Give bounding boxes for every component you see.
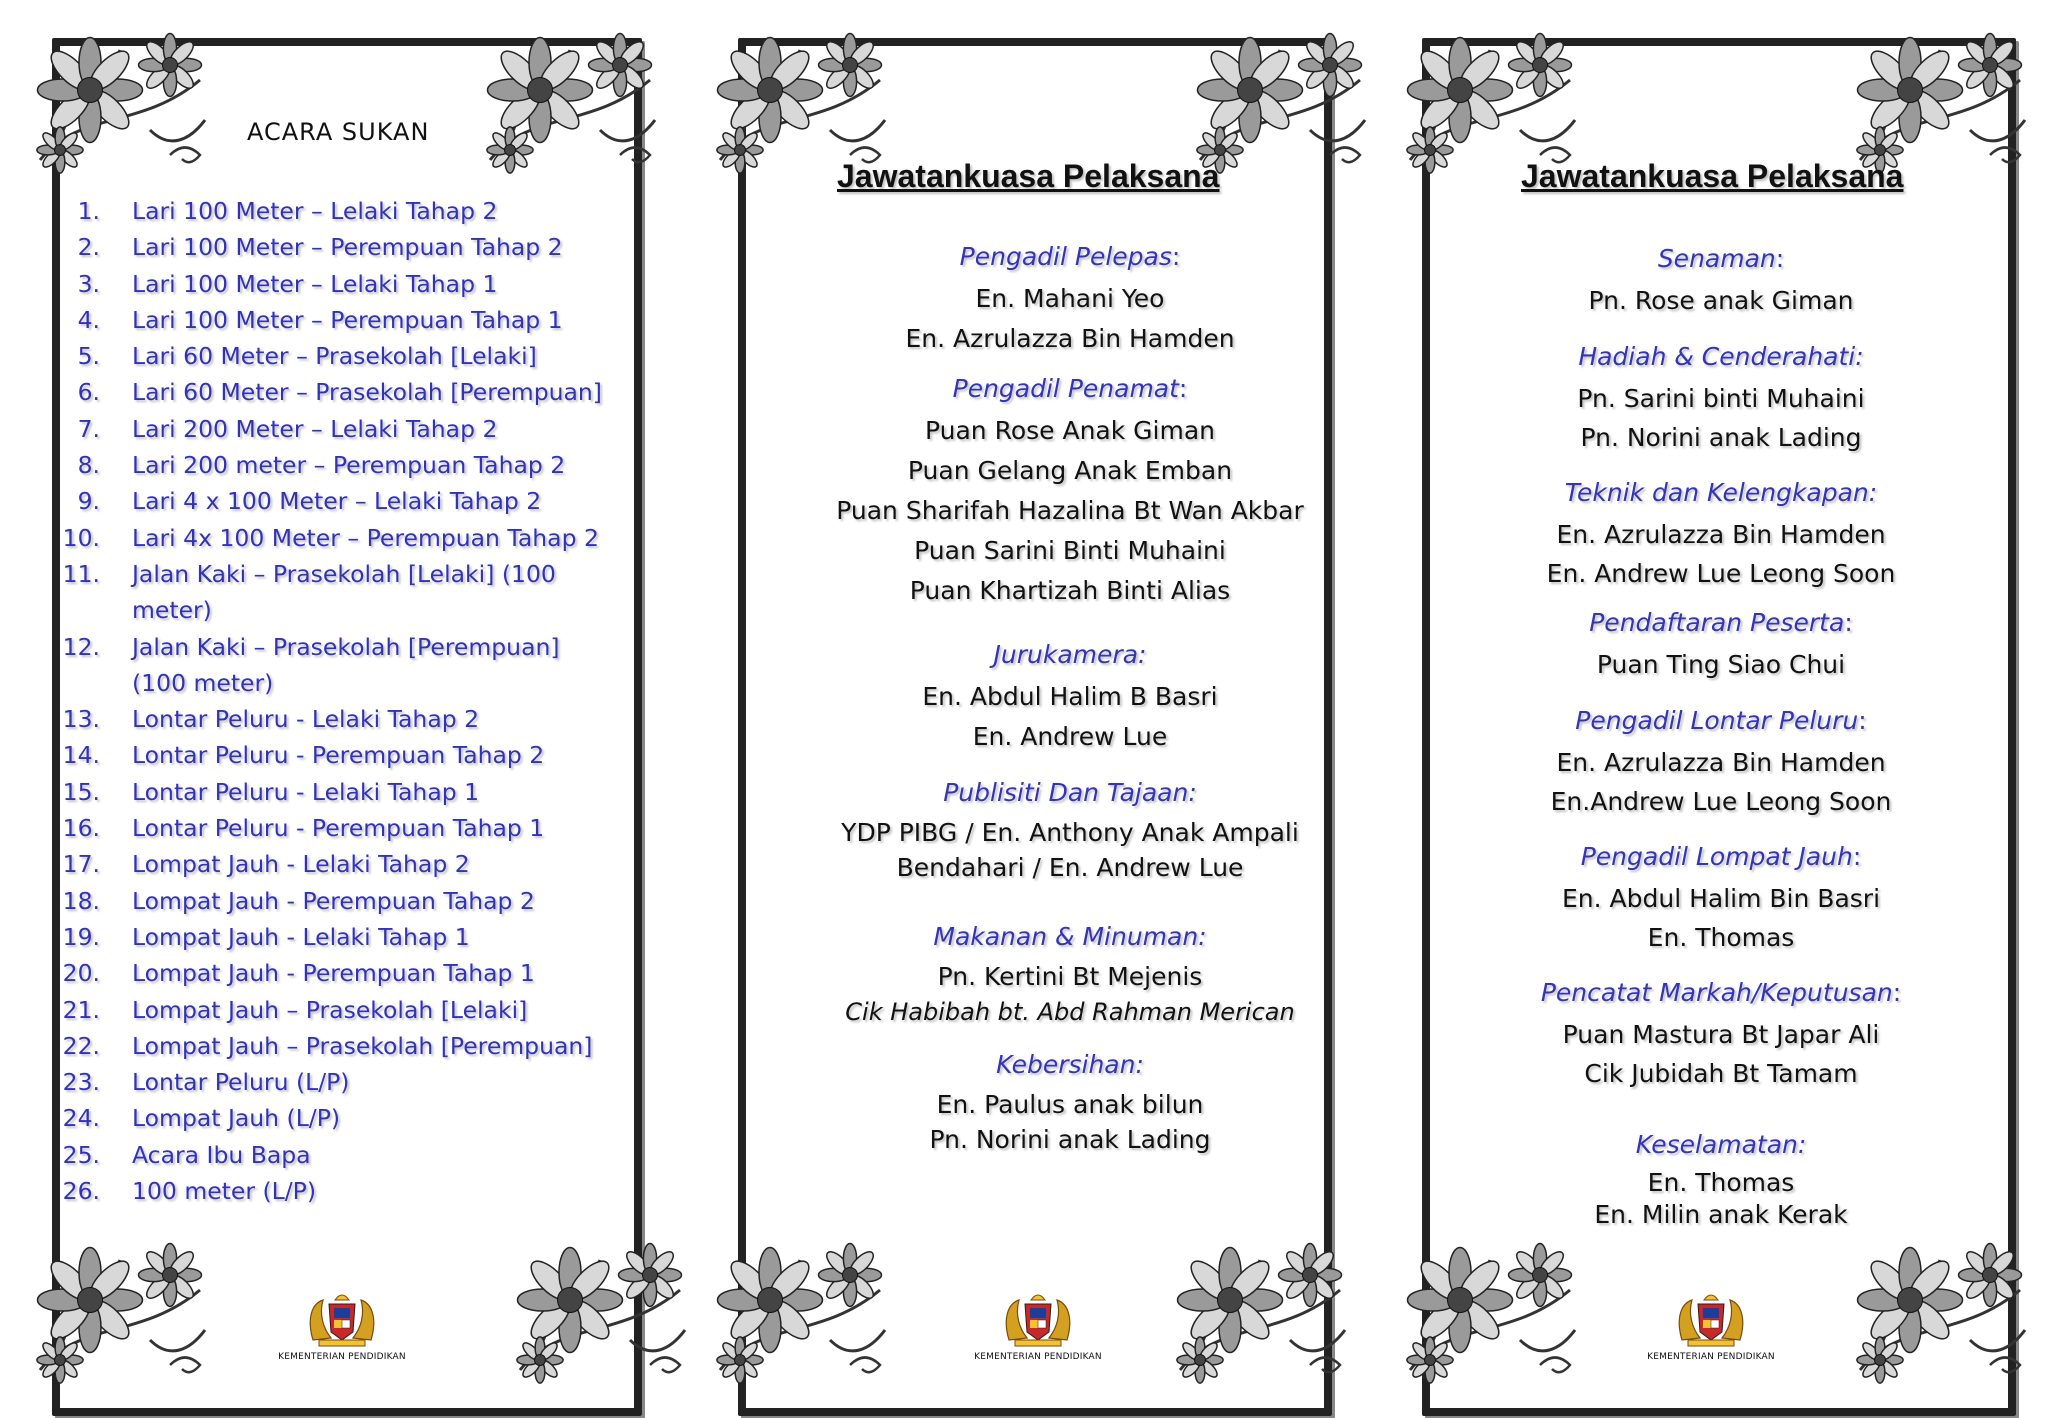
section-label: Keselamatan: [1635, 1130, 1807, 1159]
event-number: 12. [62, 632, 100, 661]
event-number: 25. [62, 1140, 100, 1169]
section-label: Teknik dan Kelengkapan: [1564, 478, 1878, 507]
column-heading: Jawatankuasa Pelaksana [837, 158, 1220, 194]
event-text: Lontar Peluru - Lelaki Tahap 2 [132, 705, 480, 734]
event-number: 16. [62, 814, 100, 843]
committee-section [770, 238, 1370, 359]
panel-acara-sukan [0, 0, 680, 1418]
member-name: YDP PIBG / En. Anthony Anak Ampali [841, 818, 1299, 847]
event-number: 1. [77, 197, 100, 225]
event-number: 17. [62, 850, 100, 879]
coat-of-arms-icon [1001, 1290, 1075, 1350]
event-text: Lompat Jauh - Lelaki Tahap 1 [132, 922, 470, 951]
committee-section [770, 918, 1370, 1029]
committee-section [1421, 474, 2021, 593]
event-list-item [60, 810, 620, 846]
event-number: 6. [77, 378, 100, 407]
event-text: Lompat Jauh - Perempuan Tahap 2 [132, 886, 535, 915]
event-number: 20. [62, 959, 100, 988]
member-name: En. Abdul Halim Bin Basri [1561, 884, 1881, 913]
event-text: Lompat Jauh - Perempuan Tahap 1 [132, 959, 535, 988]
member-name: Cik Jubidah Bt Tamam [1584, 1059, 1858, 1088]
event-text: Lompat Jauh – Prasekolah [Perempuan] [132, 1031, 593, 1060]
event-list-item [60, 447, 620, 483]
member-name: En. Mahani Yeo [975, 284, 1165, 313]
section-label: Kebersihan: [996, 1050, 1144, 1079]
ministry-logo [1621, 1290, 1801, 1362]
committee-section [1421, 1126, 2021, 1231]
committee-section [1421, 338, 2021, 457]
logo-text: KEMENTERIAN PENDIDIKAN [974, 1352, 1102, 1362]
member-name: Puan Rose Anak Giman [924, 416, 1215, 445]
event-list-item [60, 520, 620, 556]
event-list-item [60, 846, 620, 882]
event-list [60, 193, 620, 1209]
ministry-logo [948, 1290, 1128, 1362]
floral-corner-ornament [20, 20, 220, 180]
section-label: Jurukamera: [993, 640, 1147, 669]
panel-jawatankuasa-2 [1370, 0, 2048, 1418]
event-number: 13. [62, 705, 100, 734]
section-label: Hadiah & Cenderahati: [1578, 342, 1864, 371]
section-colon: : [1178, 374, 1188, 403]
event-text: Lompat Jauh - Lelaki Tahap 2 [132, 850, 470, 879]
event-list-item [60, 1100, 620, 1136]
member-name: Pn. Norini anak Lading [929, 1125, 1211, 1154]
event-list-item [60, 193, 620, 229]
committee-section [1421, 838, 2021, 957]
section-label: Senaman [1657, 244, 1776, 273]
event-text: Lontar Peluru - Perempuan Tahap 2 [132, 741, 545, 770]
section-label-line [1421, 1126, 2021, 1167]
member-name: En. Azrulazza Bin Hamden [1556, 748, 1886, 777]
event-number: 9. [77, 487, 100, 516]
section-label-line [1421, 604, 2021, 645]
event-number: 26. [62, 1177, 100, 1206]
event-list-item [60, 1173, 620, 1209]
event-list-item [60, 883, 620, 919]
event-number: 15. [62, 777, 100, 806]
member-name: Pn. Sarini binti Muhaini [1577, 384, 1865, 413]
event-number: 18. [62, 886, 100, 915]
event-list-item [60, 701, 620, 737]
event-text: Acara Ibu Bapa [132, 1140, 311, 1169]
floral-corner-ornament [1180, 20, 1380, 180]
event-list-item [60, 411, 620, 447]
event-list-item [60, 229, 620, 265]
section-label-line [770, 238, 1370, 279]
event-number: 3. [77, 269, 100, 298]
committee-section [770, 370, 1370, 611]
event-number: 23. [62, 1068, 100, 1097]
event-text: 100 meter (L/P) [132, 1177, 316, 1206]
section-label-line [1421, 702, 2021, 743]
floral-corner-ornament [1840, 1230, 2040, 1390]
floral-corner-ornament [470, 20, 670, 180]
section-label-line [770, 370, 1370, 411]
member-name: En.Andrew Lue Leong Soon [1550, 787, 1892, 816]
section-label-line [770, 774, 1370, 815]
section-label: Pengadil Lompat Jauh [1580, 842, 1853, 871]
event-number: 5. [77, 342, 100, 371]
member-name: Pn. Rose anak Giman [1588, 286, 1854, 315]
committee-section [1421, 604, 2021, 684]
event-list-item [60, 955, 620, 991]
member-name: En. Paulus anak bilun [936, 1090, 1204, 1119]
member-name: Cik Habibah bt. Abd Rahman Merican [845, 998, 1295, 1026]
member-name: En. Thomas [1647, 1168, 1795, 1197]
section-label: Makanan & Minuman: [933, 922, 1207, 951]
event-number: 14. [62, 741, 100, 770]
committee-section [1421, 702, 2021, 821]
event-text: Lontar Peluru - Perempuan Tahap 1 [132, 814, 545, 843]
event-list-item [60, 1064, 620, 1100]
member-name: En. Azrulazza Bin Hamden [1556, 520, 1886, 549]
event-text: Lari 60 Meter – Prasekolah [Perempuan] [132, 378, 602, 407]
event-list-item [60, 737, 620, 773]
event-text: Lari 100 Meter – Lelaki Tahap 2 [132, 197, 498, 225]
member-name: Puan Gelang Anak Emban [907, 456, 1233, 485]
event-text: Lompat Jauh – Prasekolah [Lelaki] [132, 995, 528, 1024]
member-name: En. Milin anak Kerak [1594, 1200, 1848, 1229]
section-label: Publisiti Dan Tajaan: [943, 778, 1197, 807]
event-number: 22. [62, 1031, 100, 1060]
member-name: Puan Mastura Bt Japar Ali [1562, 1020, 1880, 1049]
member-name: Puan Khartizah Binti Alias [909, 576, 1231, 605]
section-label-line [770, 636, 1370, 677]
member-name: En. Thomas [1647, 923, 1795, 952]
floral-corner-ornament [1160, 1230, 1360, 1390]
panel-jawatankuasa-1 [690, 0, 1370, 1418]
section-label-line [1421, 838, 2021, 879]
event-number: 7. [77, 414, 100, 443]
logo-text: KEMENTERIAN PENDIDIKAN [278, 1352, 406, 1362]
section-label-line [1421, 974, 2021, 1015]
section-label: Pendaftaran Peserta [1589, 608, 1845, 637]
list-title: ACARA SUKAN [247, 118, 430, 146]
event-text: Lari 4 x 100 Meter – Lelaki Tahap 2 [132, 487, 542, 516]
floral-corner-ornament [1840, 20, 2040, 180]
member-name: Puan Sarini Binti Muhaini [914, 536, 1226, 565]
event-list-item [60, 483, 620, 519]
column-heading: Jawatankuasa Pelaksana [1521, 158, 1904, 194]
section-label-line [1421, 474, 2021, 515]
coat-of-arms-icon [1674, 1290, 1748, 1350]
event-list-item [60, 302, 620, 338]
member-name: En. Andrew Lue Leong Soon [1546, 559, 1896, 588]
section-label: Pengadil Lontar Peluru [1575, 706, 1859, 735]
event-list-item [60, 774, 620, 810]
section-label-line [770, 1046, 1370, 1087]
section-label-line [1421, 338, 2021, 379]
member-name: En. Andrew Lue [972, 722, 1168, 751]
event-text: Jalan Kaki – Prasekolah [Lelaki] (100 meter) [132, 559, 556, 625]
event-list-item [60, 556, 620, 629]
section-label: Pengadil Pelepas [959, 242, 1172, 271]
logo-text: KEMENTERIAN PENDIDIKAN [1647, 1352, 1775, 1362]
section-label-line [770, 918, 1370, 959]
event-text: Lari 200 meter – Perempuan Tahap 2 [132, 451, 566, 480]
event-number: 19. [62, 922, 100, 951]
floral-corner-ornament [500, 1230, 700, 1390]
committee-section [1421, 240, 2021, 320]
committee-section [770, 636, 1370, 757]
section-colon: : [1171, 242, 1181, 271]
event-list-item [60, 629, 620, 702]
member-name: Bendahari / En. Andrew Lue [896, 853, 1244, 882]
event-text: Lari 100 Meter – Perempuan Tahap 1 [132, 305, 563, 334]
event-list-item [60, 338, 620, 374]
event-text: Lari 100 Meter – Perempuan Tahap 2 [132, 233, 563, 262]
ministry-logo [252, 1290, 432, 1362]
event-number: 24. [62, 1104, 100, 1133]
event-number: 8. [77, 451, 100, 480]
member-name: En. Azrulazza Bin Hamden [905, 324, 1235, 353]
section-colon: : [1844, 608, 1853, 637]
floral-corner-ornament [700, 1230, 900, 1390]
event-number: 2. [77, 233, 100, 262]
event-text: Lontar Peluru - Lelaki Tahap 1 [132, 777, 480, 806]
coat-of-arms-icon [305, 1290, 379, 1350]
event-list-item [60, 374, 620, 410]
event-text: Lari 200 Meter – Lelaki Tahap 2 [132, 414, 498, 443]
event-list-item [60, 1028, 620, 1064]
committee-section [1421, 974, 2021, 1093]
section-label: Pencatat Markah/Keputusan [1540, 978, 1893, 1007]
section-colon: : [1775, 244, 1785, 273]
event-list-item [60, 266, 620, 302]
event-number: 10. [62, 523, 100, 552]
event-list-item [60, 992, 620, 1028]
section-colon: : [1858, 706, 1867, 735]
event-number: 4. [77, 305, 100, 334]
event-list-item [60, 1137, 620, 1173]
event-list-item [60, 919, 620, 955]
event-number: 21. [62, 995, 100, 1024]
floral-corner-ornament [1390, 20, 1590, 180]
floral-corner-ornament [700, 20, 900, 180]
event-number: 11. [62, 559, 100, 588]
member-name: En. Abdul Halim B Basri [922, 682, 1218, 711]
event-text: Jalan Kaki – Prasekolah [Perempuan] (100 meter) [132, 632, 560, 697]
event-text: Lontar Peluru (L/P) [132, 1068, 350, 1097]
event-text: Lari 4x 100 Meter – Perempuan Tahap 2 [132, 523, 599, 552]
event-text: Lompat Jauh (L/P) [132, 1104, 341, 1133]
event-text: Lari 60 Meter – Prasekolah [Lelaki] [132, 342, 537, 371]
member-name: Pn. Kertini Bt Mejenis [937, 962, 1203, 991]
committee-section [770, 774, 1370, 885]
event-text: Lari 100 Meter – Lelaki Tahap 1 [132, 269, 498, 298]
member-name: Puan Ting Siao Chui [1596, 650, 1846, 679]
section-colon: : [1852, 842, 1862, 871]
committee-section [770, 1046, 1370, 1157]
floral-corner-ornament [1390, 1230, 1590, 1390]
section-label: Pengadil Penamat [952, 374, 1179, 403]
section-colon: : [1892, 978, 1902, 1007]
floral-corner-ornament [20, 1230, 220, 1390]
member-name: Pn. Norini anak Lading [1580, 423, 1862, 452]
member-name: Puan Sharifah Hazalina Bt Wan Akbar [836, 496, 1304, 525]
section-label-line [1421, 240, 2021, 281]
